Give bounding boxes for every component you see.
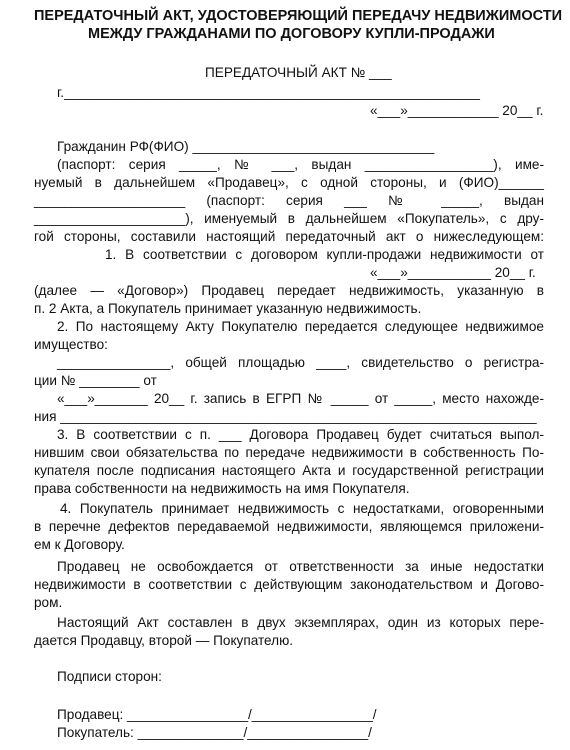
- body-line-8: «___»___________ 20__ г.: [370, 265, 536, 280]
- body-line-5: ____________________), именуемый в дальнейшем «Покупатель», с дру-: [34, 211, 544, 226]
- body-line-3: нуемый в дальнейшем «Продавец», с одной стороны, и (ФИО)______: [34, 175, 544, 190]
- body-line-4: ____________________ (паспорт: серия ___ № _____, выдан: [34, 193, 544, 208]
- body-line-2: (паспорт: серия _____, № ___, выдан _________________), име-: [57, 157, 544, 172]
- seller-signature-line: Продавец: ________________/________________/: [57, 707, 377, 722]
- body-line-7: 1. В соответствии с договором купли-продажи недвижимости от: [105, 247, 544, 262]
- body-line-14: ции № ________ от: [34, 373, 157, 388]
- act-date: «___»____________ 20__ г.: [370, 103, 544, 118]
- body-line-6: гой стороны, составили настоящий передаточный акт о нижеследующем:: [34, 229, 544, 244]
- body-line-1: Гражданин РФ(ФИО) ________________________________: [57, 139, 435, 154]
- body-line-13: _______________, общей площадью ____, свидетельство о регистра-: [57, 355, 544, 370]
- body-line-17: 3. В соответствии с п. ___ Договора Продавец будет считаться выпол-: [57, 427, 544, 442]
- act-number: ПЕРЕДАТОЧНЫЙ АКТ № ___: [205, 65, 392, 80]
- body-line-23: ем к Договору.: [34, 537, 125, 552]
- body-line-28: дается Продавцу, второй — Покупателю.: [34, 633, 294, 648]
- signatures-heading: Подписи сторон:: [57, 669, 162, 684]
- body-line-9: (далее — «Договор») Продавец передает недвижимость, указанную в: [34, 283, 544, 298]
- body-line-18: нившим свои обязательства по передаче недвижимости в собственность По-: [34, 445, 544, 460]
- body-line-26: ром.: [34, 595, 63, 610]
- body-line-12: имущество:: [34, 337, 108, 352]
- document-title-line-2: МЕЖДУ ГРАЖДАНАМИ ПО ДОГОВОРУ КУПЛИ-ПРОДАЖИ: [88, 26, 495, 42]
- document-title-line-1: ПЕРЕДАТОЧНЫЙ АКТ, УДОСТОВЕРЯЮЩИЙ ПЕРЕДАЧУ НЕДВИЖИМОСТИ: [34, 8, 563, 24]
- body-line-20: права собственности на недвижимость на имя Покупателя.: [34, 481, 410, 496]
- body-line-27: Настоящий Акт составлен в двух экземплярах, один из которых пере-: [57, 615, 544, 630]
- body-line-21: 4. Покупатель принимает недвижимость с недостатками, оговоренными: [60, 501, 544, 516]
- city-line: г._______________________________________________________: [57, 85, 480, 100]
- body-line-10: п. 2 Акта, а Покупатель принимает указанную недвижимость.: [34, 301, 422, 316]
- body-line-16: ния _______________________________________________________________: [34, 410, 537, 424]
- buyer-signature-line: Покупатель: ______________/________________/: [57, 725, 372, 740]
- body-line-22: в перечне дефектов передаваемой недвижимости, являющемся приложени-: [34, 519, 544, 534]
- body-line-24: Продавец не освобождается от ответственности за иные недостатки: [57, 559, 544, 574]
- body-line-11: 2. По настоящему Акту Покупателю передается следующее недвижимое: [57, 319, 544, 334]
- body-line-15: «___»_______ 20__ г. запись в ЕГРП № _____ от _____, место нахожде-: [57, 391, 544, 406]
- body-line-19: купателя после подписания настоящего Акта и государственной регистрации: [34, 463, 544, 478]
- body-line-25: недвижимости в соответствии с действующим законодательством и Догово-: [34, 577, 544, 592]
